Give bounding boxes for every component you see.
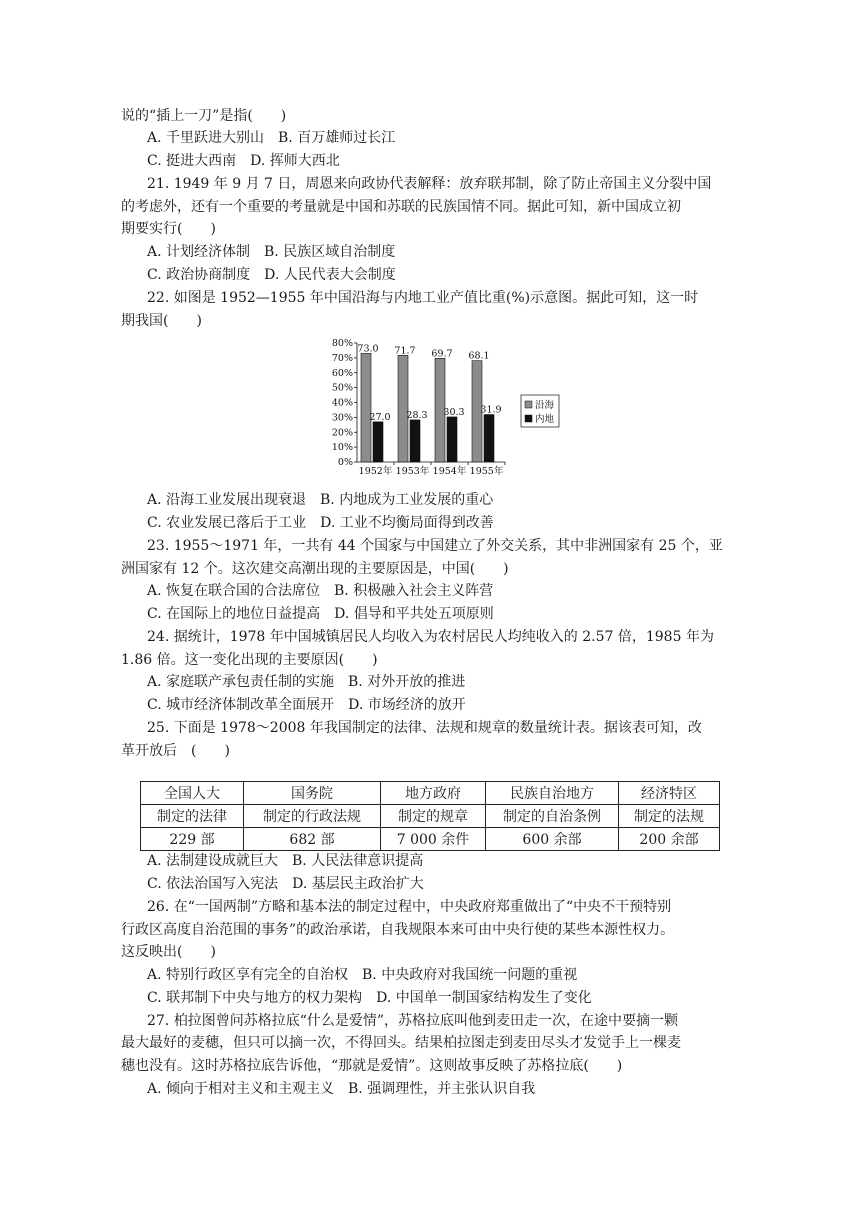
bar-inland [447, 417, 457, 462]
industry-share-bar-chart [331, 333, 565, 483]
table-cell: 制定的法规 [619, 805, 720, 828]
table-row [141, 805, 720, 828]
table-cell: 全国人大 [141, 782, 244, 805]
x-tick-label: 1952年 [358, 466, 393, 477]
q23-stem-line-1: 23. 1955～1971 年，一共有 44 个国家与中国建立了外交关系，其中非洲国家有 25 个，亚 [147, 538, 723, 554]
table-cell: 制定的行政法规 [244, 805, 381, 828]
data-label: 30.3 [443, 406, 465, 418]
legend-swatch [525, 415, 532, 422]
q20-stem: 说的“插上一刀”是指( ) [121, 108, 287, 124]
y-tick-label: 70% [331, 352, 353, 364]
q22-stem-line-2: 期我国( ) [121, 313, 202, 329]
legend-swatch [525, 401, 532, 408]
table-cell: 制定的法律 [141, 805, 244, 828]
table-cell: 682 部 [244, 828, 381, 851]
data-label: 69.7 [431, 348, 453, 360]
q21-stem-line-1: 21. 1949 年 9 月 7 日，周恩来向政协代表解释：放弃联邦制，除了防止帝国主义分裂中国 [147, 176, 712, 192]
q25-stem-line-1: 25. 下面是 1978～2008 年我国制定的法律、法规和规章的数量统计表。据该表可知，改 [147, 720, 702, 736]
table-cell: 地方政府 [381, 782, 486, 805]
q22-stem-line-1: 22. 如图是 1952—1955 年中国沿海与内地工业产值比重(%)示意图。据此可知，这一时 [147, 290, 699, 306]
table-cell: 229 部 [141, 828, 244, 851]
q22-options-ab: A. 沿海工业发展出现衰退 B. 内地成为工业发展的重心 [147, 492, 494, 508]
data-label: 71.7 [394, 345, 416, 357]
bar-coastal [398, 355, 408, 462]
y-tick-label: 10% [331, 442, 353, 454]
q27-stem-line-1: 27. 柏拉图曾问苏格拉底“什么是爱情”，苏格拉底叫他到麦田走一次，在途中要摘一颗 [147, 1013, 679, 1029]
q24-stem-line-2: 1.86 倍。这一变化出现的主要原因( ) [121, 652, 378, 668]
data-label: 28.3 [406, 409, 428, 421]
bar-inland [484, 415, 494, 462]
q20-options-cd: C. 挺进大西南 D. 挥师大西北 [147, 153, 340, 169]
q21-options-cd: C. 政治协商制度 D. 人民代表大会制度 [147, 267, 396, 283]
legislation-count-table [140, 781, 720, 851]
q24-options-cd: C. 城市经济体制改革全面展开 D. 市场经济的放开 [147, 697, 466, 713]
q20-options-ab: A. 千里跃进大别山 B. 百万雄师过长江 [147, 130, 396, 146]
table-cell: 制定的自治条例 [486, 805, 619, 828]
q23-options-cd: C. 在国际上的地位日益提高 D. 倡导和平共处五项原则 [147, 606, 494, 622]
q26-stem-line-1: 26. 在“一国两制”方略和基本法的制定过程中，中央政府郑重做出了“中央不干预特别 [147, 899, 672, 915]
y-tick-label: 50% [331, 382, 353, 394]
y-tick-label: 20% [331, 427, 353, 439]
table-cell: 经济特区 [619, 782, 720, 805]
table-cell: 国务院 [244, 782, 381, 805]
q24-options-ab: A. 家庭联产承包责任制的实施 B. 对外开放的推进 [147, 674, 466, 690]
q27-stem-line-2: 最大最好的麦穗，但只可以摘一次，不得回头。结果柏拉图走到麦田尽头才发觉手上一棵麦 [121, 1035, 681, 1051]
x-tick-label: 1954年 [432, 466, 467, 477]
data-label: 31.9 [480, 404, 502, 416]
legend-label: 内地 [535, 414, 555, 425]
y-tick-label: 60% [331, 367, 353, 379]
table-cell: 7 000 余件 [381, 828, 486, 851]
data-label: 73.0 [357, 343, 379, 355]
q26-options-cd: C. 联邦制下中央与地方的权力架构 D. 中国单一制国家结构发生了变化 [147, 990, 592, 1006]
table-cell: 制定的规章 [381, 805, 486, 828]
x-tick-label: 1955年 [469, 466, 504, 477]
y-tick-label: 40% [331, 397, 353, 409]
q21-stem-line-3: 期要实行( ) [121, 221, 216, 237]
q21-stem-line-2: 的考虑外，还有一个重要的考量就是中国和苏联的民族国情不同。据此可知，新中国成立初 [121, 199, 681, 215]
q24-stem-line-1: 24. 据统计，1978 年中国城镇居民人均收入为农村居民人均纯收入的 2.57 倍，1985 年为 [147, 629, 714, 645]
q23-options-ab: A. 恢复在联合国的合法席位 B. 积极融入社会主义阵营 [147, 583, 494, 599]
table-cell: 600 余部 [486, 828, 619, 851]
table-cell: 200 余部 [619, 828, 720, 851]
q26-stem-line-3: 这反映出( ) [121, 944, 216, 960]
table-cell: 民族自治地方 [486, 782, 619, 805]
q23-stem-line-2: 洲国家有 12 个。这次建交高潮出现的主要原因是，中国( ) [121, 561, 509, 577]
bar-inland [410, 420, 420, 462]
q25-options-cd: C. 依法治国写入宪法 D. 基层民主政治扩大 [147, 876, 424, 892]
y-tick-label: 30% [331, 412, 353, 424]
data-label: 27.0 [369, 411, 391, 423]
table-header-row [141, 782, 720, 805]
q21-options-ab: A. 计划经济体制 B. 民族区域自治制度 [147, 244, 396, 260]
table-row [141, 828, 720, 851]
bar-inland [373, 422, 383, 462]
q27-stem-line-3: 穗也没有。这时苏格拉底告诉他，“那就是爱情”。这则故事反映了苏格拉底( ) [121, 1058, 623, 1074]
q26-stem-line-2: 行政区高度自治范围的事务”的政治承诺，自我规限本来可由中央行使的某些本源性权力。 [121, 922, 675, 938]
data-label: 68.1 [468, 350, 490, 362]
y-tick-label: 80% [331, 338, 353, 349]
legend-label: 沿海 [535, 400, 555, 411]
q26-options-ab: A. 特别行政区享有完全的自治权 B. 中央政府对我国统一问题的重视 [147, 967, 578, 983]
y-tick-label: 0% [337, 457, 353, 468]
q27-options-ab: A. 倾向于相对主义和主观主义 B. 强调理性，并主张认识自我 [147, 1081, 536, 1097]
bar-coastal [361, 353, 371, 462]
q25-stem-line-2: 革开放后 ( ) [121, 743, 230, 759]
q22-options-cd: C. 农业发展已落后于工业 D. 工业不均衡局面得到改善 [147, 515, 494, 531]
x-tick-label: 1953年 [395, 466, 430, 477]
q25-options-ab: A. 法制建设成就巨大 B. 人民法律意识提高 [147, 853, 424, 869]
